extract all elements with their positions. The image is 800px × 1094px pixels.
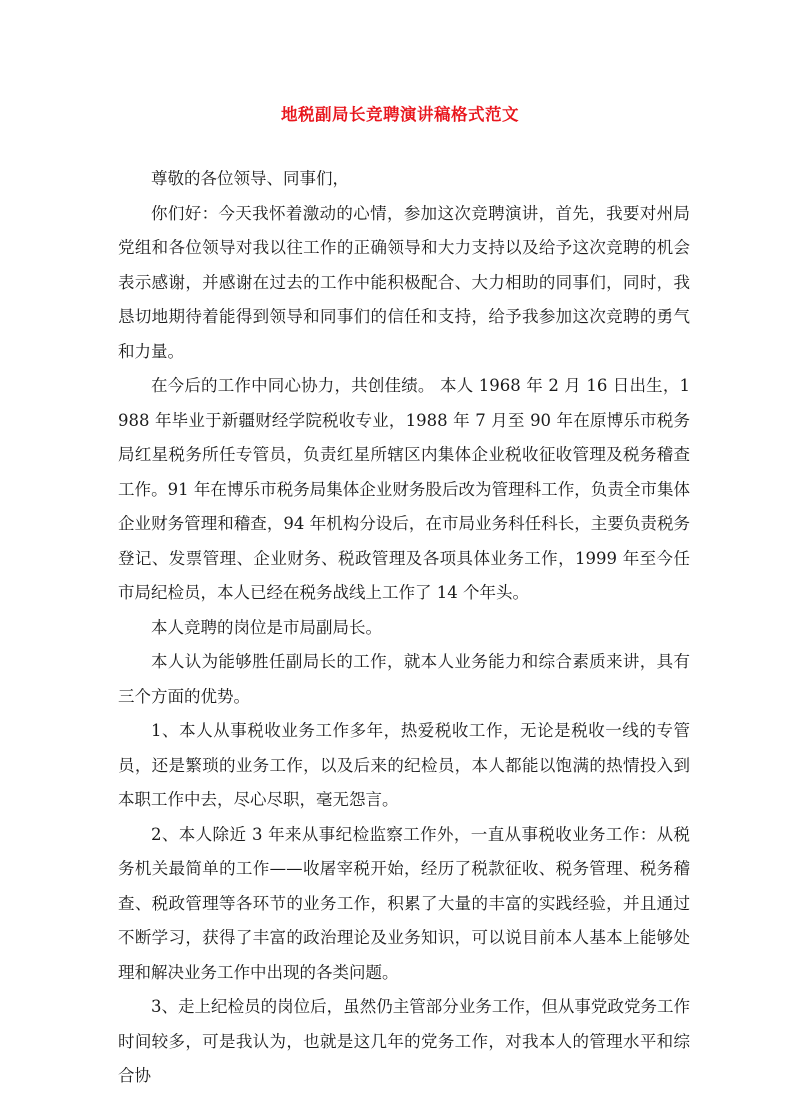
paragraph-advantage-3: 3、走上纪检员的岗位后，虽然仍主管部分业务工作，但从事党政党务工作时间较多，可是我认为，也就是这几年的党务工作，对我本人的管理水平和综合协 [118,997,690,1085]
paragraph-advantage-2: 2、本人除近 3 年来从事纪检监察工作外，一直从事税收业务工作：从税务机关最简单的工作——收屠宰税开始，经历了税款征收、税务管理、税务稽查、税政管理等各环节的业务工作，积累了大量的丰富的实践经验，并且通过不断学习，获得了丰富的政治理论及业务知识，可以说目前本人基本上能够处理和解决业务工作中出现的各类问题。 [118,824,690,982]
paragraph-position: 本人竞聘的岗位是市局副局长。 [151,617,382,637]
document-title: 地税副局长竞聘演讲稿格式范文 [281,105,519,124]
paragraph-advantage-1: 1、本人从事税收业务工作多年，热爱税收工作，无论是税收一线的专管员，还是繁琐的业务工作，以及后来的纪检员，本人都能以饱满的热情投入到本职工作中去，尽心尽职，毫无怨言。 [118,721,690,809]
paragraph-biography: 在今后的工作中同心协力，共创佳绩。 本人 1968 年 2 月 16 日出生，1988 年毕业于新疆财经学院税收专业，1988 年 7 月至 90 年在原博乐市税务局红星税务所任专管员，负责红星所辖区内集体企业税收征收管理及税务稽查工作。91 年在博乐市税务局集体企业财务股后改为管理科工作，负责全市集体企业财务管理和稽查，94 年机构分设后，在市局业务科任科长，主要负责税务登记、发票管理、企业财务、税政管理及各项具体业务工作，1999 年至今任市局纪检员，本人已经在税务战线上工作了 14 个年头。 [118,376,690,602]
paragraph-salutation: 尊敬的各位领导、同事们， [151,169,349,188]
document-body [118,162,690,1094]
paragraph-greeting: 你们好：今天我怀着激动的心情，参加这次竞聘演讲，首先，我要对州局党组和各位领导对我以往工作的正确领导和大力支持以及给予这次竞聘的机会表示感谢，并感谢在过去的工作中能积极配合、大力相助的同事们，同时，我恳切地期待着能得到领导和同事们的信任和支持，给予我参加这次竞聘的勇气和力量。 [118,203,690,361]
paragraph-advantages-intro: 本人认为能够胜任副局长的工作，就本人业务能力和综合素质来讲，具有三个方面的优势。 [118,652,690,706]
